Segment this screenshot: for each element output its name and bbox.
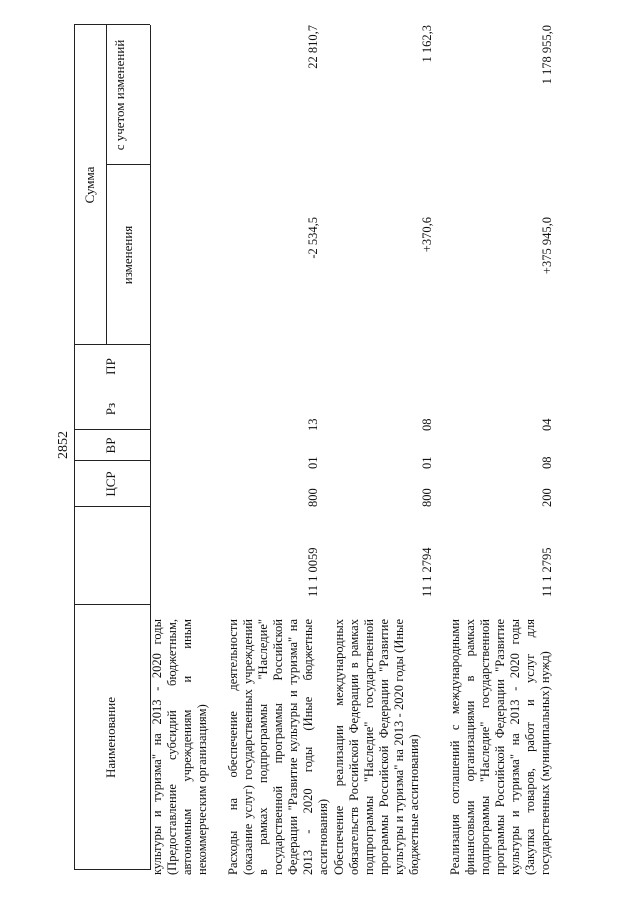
row-2-change: +370,6: [420, 217, 434, 253]
row-2-pr: 08: [420, 418, 434, 431]
header-rz: Рз: [103, 402, 118, 416]
row-1-csr: 11 1 0059: [306, 547, 320, 597]
page-number: 2852: [56, 431, 71, 459]
row-1-total: 22 810,7: [306, 25, 320, 69]
header-vr: ВР: [103, 437, 118, 454]
header-name: Наименование: [103, 697, 118, 778]
row-1-name: Расходы на обеспечение деятельности (оказание услуг) государственных учреждений в рамках подпрограммы "Наследие" государственной программы Российской Федерации "Развитие культуры и туризма" на 2013 - 2020 годы (Иные бюджетные ассигнования): [226, 619, 330, 875]
row-2-rz: 01: [420, 456, 434, 469]
row-3-csr: 11 1 2795: [540, 547, 554, 597]
row-3-pr: 04: [540, 418, 554, 431]
row-3-total: 1 178 955,0: [540, 25, 554, 85]
header-change: изменения: [120, 225, 135, 285]
table-top-line: [74, 25, 75, 870]
header-csr: ЦСР: [103, 471, 118, 497]
row-2-csr: 11 1 2794: [420, 547, 434, 597]
header-with-change: с учетом изменений: [112, 39, 127, 151]
row-2-total: 1 162,3: [420, 25, 434, 63]
header-sum: Сумма: [82, 166, 97, 204]
row-2-name: Обеспечение реализации международных обязательств Российской Федерации в рамках подпрограммы "Наследие" государственной программы Российской Федерации "Развитие культуры и туризма" на 2013 - 2020 годы (Иные бюджетные ассигнования): [332, 619, 421, 875]
sum-divider-line: [106, 25, 107, 345]
row-1-vr: 800: [306, 488, 320, 507]
row-1-rz: 01: [306, 456, 320, 469]
header-pr: ПР: [103, 358, 118, 375]
row-0-name: культуры и туризма" на 2013 - 2020 годы (Предоставление субсидий бюджетным, автономным учреждениям и иным некоммерческим организациям): [150, 619, 209, 875]
row-1-pr: 13: [306, 418, 320, 431]
row-1-change: -2 534,5: [306, 217, 320, 259]
row-3-change: +375 945,0: [540, 217, 554, 275]
row-3-rz: 08: [540, 456, 554, 469]
row-3-name: Реализация соглашений с международными финансовыми организациями в рамках подпрограммы "Наследие" государственной программы Российской Федерации "Развитие культуры и туризма" на 2013 - 2020 годы (Закупка товаров, работ и услуг для государственных (муниципальных) нужд): [448, 619, 552, 875]
row-3-vr: 200: [540, 488, 554, 507]
row-2-vr: 800: [420, 488, 434, 507]
